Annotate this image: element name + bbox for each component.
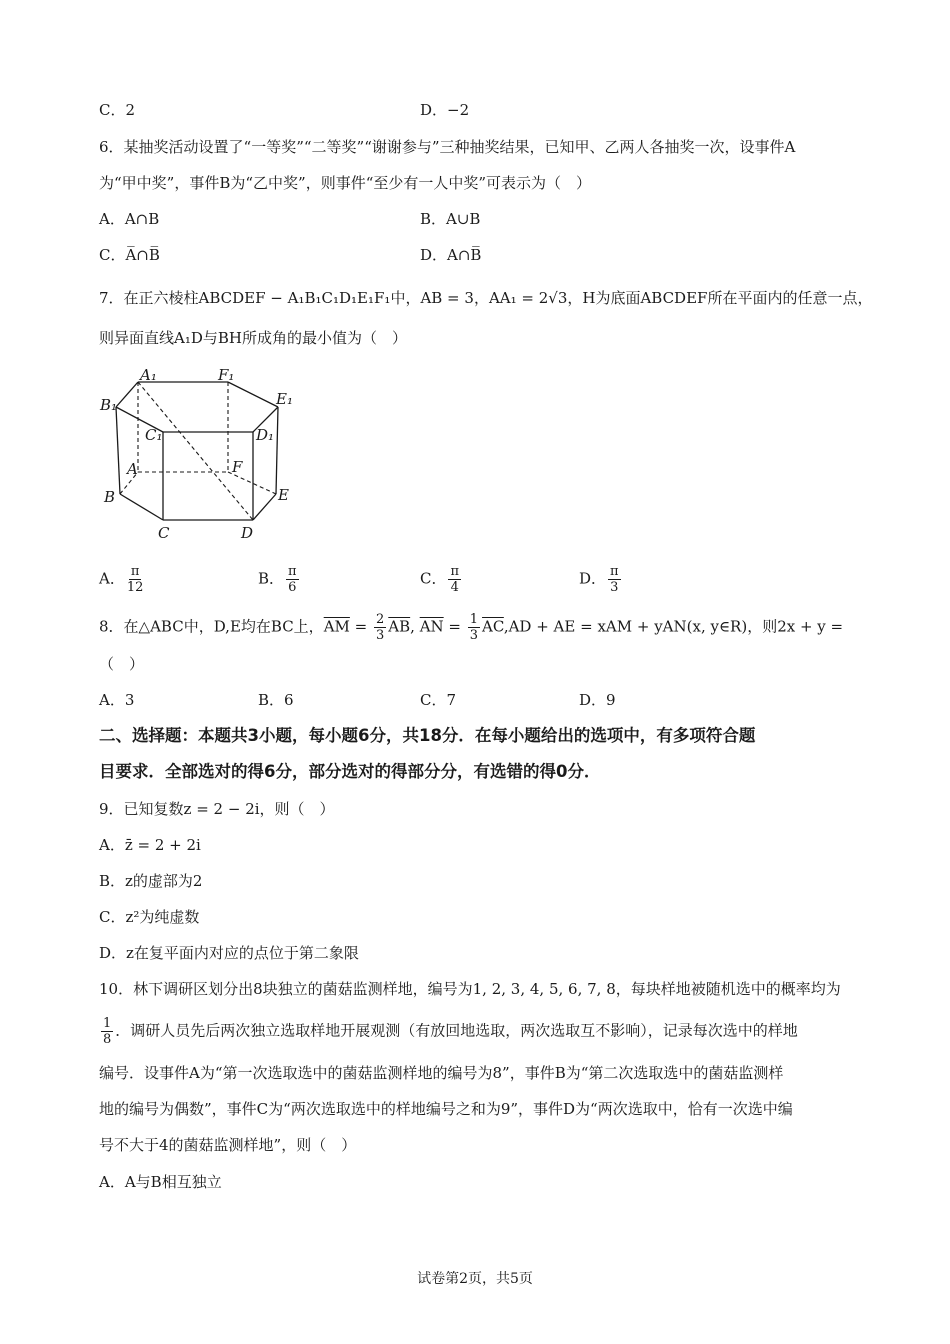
label-c1: C₁ (145, 426, 163, 444)
q7-option-c-fraction: $\frac{\pi}{4}$ (450, 564, 460, 595)
q6-stem-line2: 为“甲中奖”，事件B为“乙中奖”，则事件“至少有一人中奖”可表示为（ ） (99, 174, 592, 192)
q7-stem-line1: 7．在正六棱柱ABCDEF − A₁B₁C₁D₁E₁F₁中，AB = 3，AA₁ = 2√3，H为底面ABCDEF所在平面内的任意一点， (99, 289, 873, 307)
q7-option-a-fraction: $\frac{\pi}{12}$ (126, 564, 144, 595)
q6-stem-line1: 6．某抽奖活动设置了“一等奖”“二等奖”“谢谢参与”三种抽奖结果，已知甲、乙两人各抽奖一次，设事件A (99, 138, 796, 156)
q9-stem: 9．已知复数z = 2 − 2i，则（ ） (99, 800, 335, 818)
q7-option-d-fraction: $\frac{\pi}{3}$ (610, 564, 619, 595)
label-d: D (241, 524, 254, 542)
q9-option-d: D．z在复平面内对应的点位于第二象限 (99, 944, 359, 962)
q6-option-b: B．A∪B (420, 210, 481, 228)
q7-option-c (420, 564, 463, 595)
section-2-heading-line1: 二、选择题：本题共3小题，每小题6分，共18分．在每小题给出的选项中，有多项符合题 (99, 726, 756, 745)
q6-option-d: D．A∩B̅ (420, 246, 482, 264)
q10-stem-line4: 地的编号为偶数”，事件C为“两次选取选中的样地编号之和为9”，事件D为“两次选取中，恰有一次选中编 (99, 1100, 793, 1118)
label-a: A (127, 460, 138, 478)
q7-option-a (99, 564, 145, 595)
q8-stem-line1: 8．在△ABC中，D,E均在BC上，$\overline{AM}$ = $\frac{2}{3}$ $\overline{AB}$, $\overline{AN}$ = $\frac{1}{3}$ $\overline{AC},AD$ + AE = xAM + yAN(x, y∈R)，则2x + y = (99, 612, 844, 643)
q10-option-a: A．A与B相互独立 (99, 1173, 222, 1191)
q10-stem-line3: 编号．设事件A为“第一次选取选中的菌菇监测样地的编号为8”，事件B为“第二次选取选中的菌菇监测样 (99, 1064, 784, 1082)
label-d1: D₁ (256, 426, 275, 444)
edge-b1b (116, 407, 120, 494)
q8-option-a: A．3 (99, 691, 135, 709)
hexagonal-prism-figure (98, 362, 298, 542)
q8-option-d: D．9 (579, 691, 616, 709)
q7-option-d-letter: D． (579, 569, 607, 588)
label-f: F (232, 458, 243, 476)
q9-option-a: A．z̄ = 2 + 2i (99, 836, 201, 854)
q6-option-a: A．A∩B (99, 210, 160, 228)
q7-option-b (258, 564, 301, 595)
q10-stem-line5: 号不大于4的菌菇监测样地”，则（ ） (99, 1136, 357, 1154)
label-e1: E₁ (276, 390, 293, 408)
edge-f1e1 (228, 382, 278, 407)
q5-option-d: D．−2 (420, 101, 470, 119)
q7-option-c-letter: C． (420, 569, 447, 588)
section-2-heading-line2: 目要求．全部选对的得6分，部分选对的得部分分，有选错的得0分． (99, 762, 601, 781)
q7-stem-line2: 则异面直线A₁D与BH所成角的最小值为（ ） (99, 329, 407, 347)
q8-stem-line2: （ ） (99, 655, 145, 673)
q10-stem-line1: 10．林下调研区划分出8块独立的菌菇监测样地，编号为1, 2, 3, 4, 5, 6, 7, 8，每块样地被随机选中的概率均为 (99, 980, 841, 998)
q7-option-b-letter: B． (258, 569, 285, 588)
diagonal-a1d (138, 382, 253, 520)
q10-fraction: $\frac{1}{8}$ (103, 1016, 112, 1047)
label-e: E (278, 486, 289, 504)
q8-option-c: C．7 (420, 691, 457, 709)
label-f1: F₁ (218, 366, 235, 384)
q8-option-b: B．6 (258, 691, 294, 709)
q6-option-c: C．A̅∩B̅ (99, 246, 160, 264)
edge-bc (120, 494, 163, 520)
label-b: B (104, 488, 116, 506)
q7-option-b-fraction: $\frac{\pi}{6}$ (288, 564, 297, 595)
page-footer: 试卷第2页，共5页 (417, 1271, 533, 1287)
q7-option-d (579, 564, 623, 595)
q5-option-c: C．2 (99, 101, 136, 119)
q10-stem-line2: $\frac{1}{8}$ ．调研人员先后两次独立选取样地开展观测（有放回地选取，两次选取互不影响），记录每次选中的样地 (103, 1016, 798, 1047)
label-a1: A₁ (140, 366, 157, 384)
edge-b1a1 (116, 382, 138, 407)
q9-option-b: B．z的虚部为2 (99, 872, 203, 890)
label-c: C (158, 524, 170, 542)
q7-option-a-letter: A． (99, 569, 125, 588)
label-b1: B₁ (100, 396, 118, 414)
edge-de (253, 494, 276, 520)
edge-e1e (276, 407, 278, 494)
q9-option-c: C．z²为纯虚数 (99, 908, 200, 926)
